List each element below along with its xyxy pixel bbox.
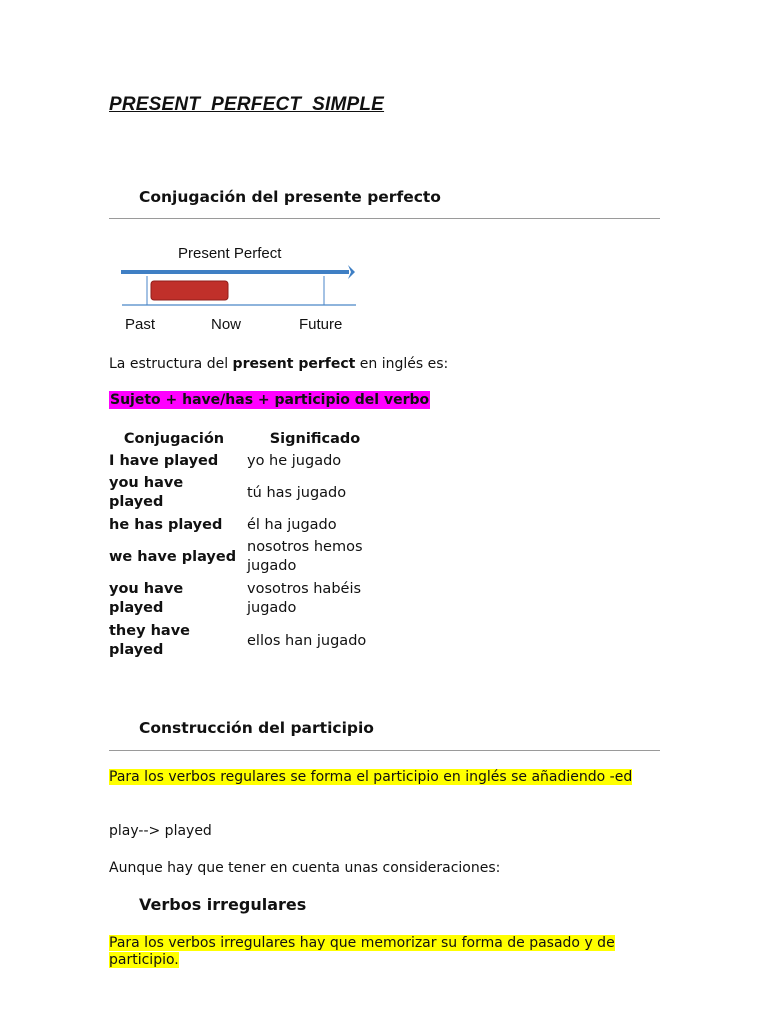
irregular-verbs-highlight: Para los verbos irregulares hay que memorizar su forma de pasado y de participio. [109,935,615,968]
table-row [107,578,389,620]
conjugation-cell: I have played [109,452,219,469]
intro-prefix: La estructura del [109,356,233,372]
regular-verbs-note [109,769,654,786]
page-title: PRESENT PERFECT SIMPLE [109,94,385,115]
table-row [107,450,389,472]
intro-bold: present perfect [232,356,356,372]
timeline-arrow-head [348,265,355,279]
conjugation-cell: he has played [109,516,223,533]
meaning-cell: ellos han jugado [247,632,367,649]
table-row [107,472,389,514]
section-heading-conjugation: Conjugación del presente perfecto [139,188,441,206]
present-perfect-bar [151,281,228,300]
timeline-diagram [112,238,372,338]
meaning-cell: nosotros hemos jugado [247,539,363,574]
column-header-conjugation: Conjugación [123,431,225,447]
considerations-text: Aunque hay que tener en cuenta unas consideraciones: [109,860,501,876]
conjugation-cell: you have played [109,581,184,616]
conjugation-table [107,428,389,662]
heading-divider [109,750,660,751]
timeline-label: Present Perfect [178,245,282,262]
meaning-cell: vosotros habéis jugado [247,581,362,616]
column-header-meaning: Significado [269,431,361,447]
table-row [107,514,389,536]
regular-verbs-highlight: Para los verbos regulares se forma el participio en inglés se añadiendo -ed [109,769,633,785]
participle-example: play--> played [109,823,212,839]
table-row [107,620,389,662]
section-heading-participle: Construcción del participio [139,719,374,737]
timeline-arrow-shaft [121,270,349,274]
heading-divider [109,218,660,219]
table-row [107,536,389,578]
irregular-verbs-note [109,935,654,969]
conjugation-cell: we have played [109,548,237,565]
formula-highlight: Sujeto + have/has + participio del verbo [110,392,430,408]
conjugation-cell: you have played [109,475,184,510]
tick-label-future: Future [299,316,343,333]
structure-intro [109,355,448,373]
intro-suffix: en inglés es: [355,356,449,372]
tick-label-now: Now [211,316,242,333]
meaning-cell: yo he jugado [247,452,342,469]
conjugation-cell: they have played [109,623,190,658]
meaning-cell: tú has jugado [247,484,347,501]
meaning-cell: él ha jugado [247,516,337,533]
subheading-irregular-verbs: Verbos irregulares [139,895,307,914]
tick-label-past: Past [125,316,156,333]
